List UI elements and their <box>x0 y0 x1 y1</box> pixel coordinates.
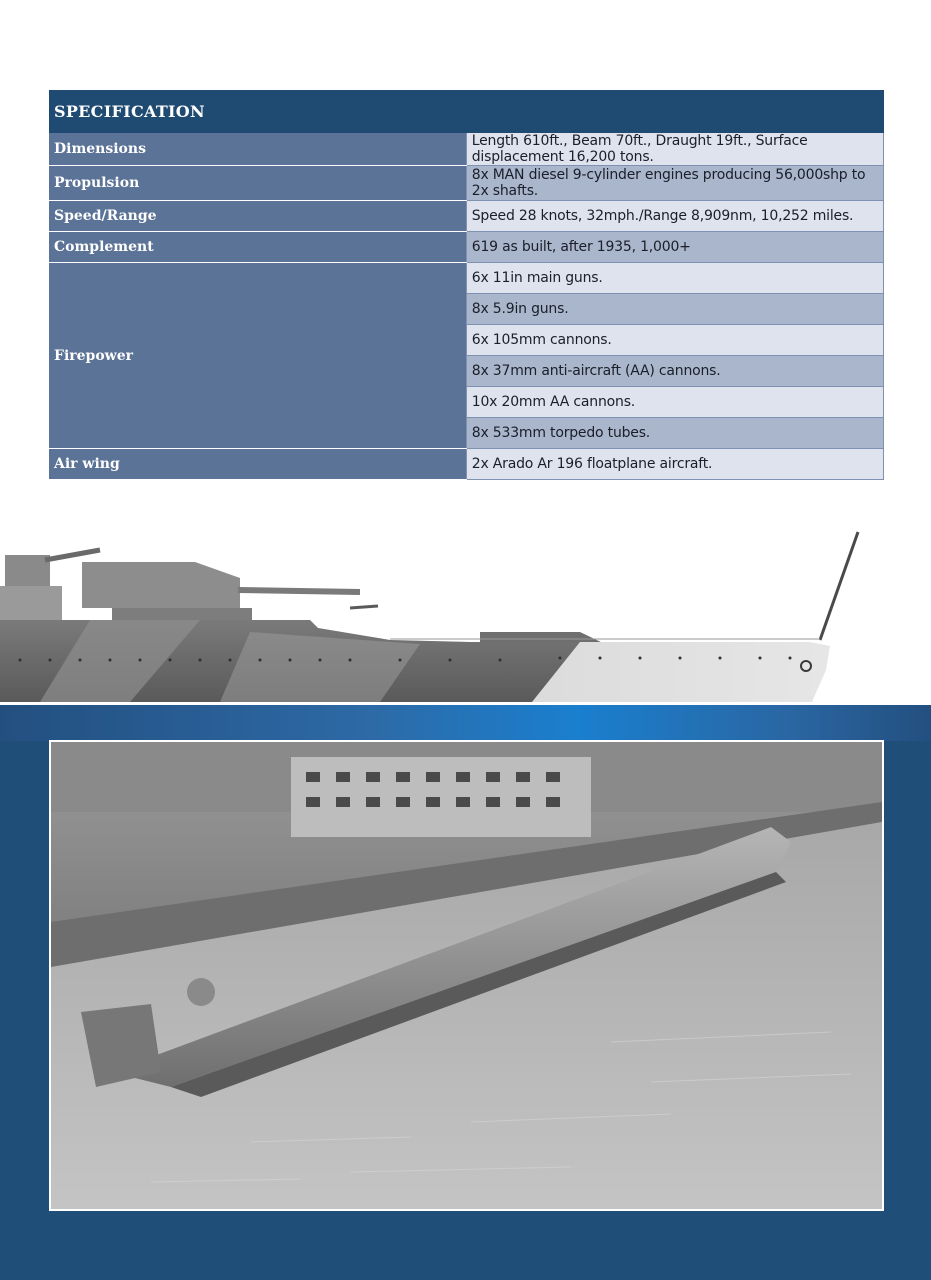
table-row <box>49 263 884 294</box>
secondary-gun <box>350 606 378 608</box>
row-value-air-wing: 2x Arado Ar 196 floatplane aircraft. <box>466 449 883 480</box>
row-label-speed-range: Speed/Range <box>49 201 466 232</box>
firepower-item: 10x 20mm AA cannons. <box>466 387 883 418</box>
row-label-dimensions: Dimensions <box>49 133 466 166</box>
firepower-item: 6x 105mm cannons. <box>466 325 883 356</box>
row-label-air-wing: Air wing <box>49 449 466 480</box>
table-row <box>49 166 884 201</box>
row-value-propulsion: 8x MAN diesel 9-cylinder engines producing 56,000shp to 2x shafts. <box>466 166 883 201</box>
firepower-item: 8x 5.9in guns. <box>466 294 883 325</box>
main-gun-barrel <box>238 590 360 592</box>
propeller <box>187 978 215 1006</box>
specification-table <box>49 90 884 480</box>
firepower-item: 8x 533mm torpedo tubes. <box>466 418 883 449</box>
photo-illustration <box>51 742 882 1209</box>
table-row <box>49 133 884 166</box>
mast <box>820 532 858 640</box>
ship-illustration <box>0 520 931 735</box>
firepower-item: 6x 11in main guns. <box>466 263 883 294</box>
row-label-complement: Complement <box>49 232 466 263</box>
firepower-item: 8x 37mm anti-aircraft (AA) cannons. <box>466 356 883 387</box>
table-row <box>49 449 884 480</box>
row-value-dimensions: Length 610ft., Beam 70ft., Draught 19ft., Surface displacement 16,200 tons. <box>466 133 883 166</box>
rear-turret <box>5 555 50 587</box>
row-value-complement: 619 as built, after 1935, 1,000+ <box>466 232 883 263</box>
capsized-ship-photo <box>49 740 884 1211</box>
superstructure <box>0 586 62 624</box>
row-label-firepower: Firepower <box>49 263 466 449</box>
row-label-propulsion: Propulsion <box>49 166 466 201</box>
table-row <box>49 232 884 263</box>
row-value-speed-range: Speed 28 knots, 32mph./Range 8,909nm, 10,252 miles. <box>466 201 883 232</box>
main-turret <box>82 562 240 608</box>
table-row <box>49 201 884 232</box>
rear-gun-barrel <box>45 550 100 560</box>
table-title: SPECIFICATION <box>49 90 884 133</box>
